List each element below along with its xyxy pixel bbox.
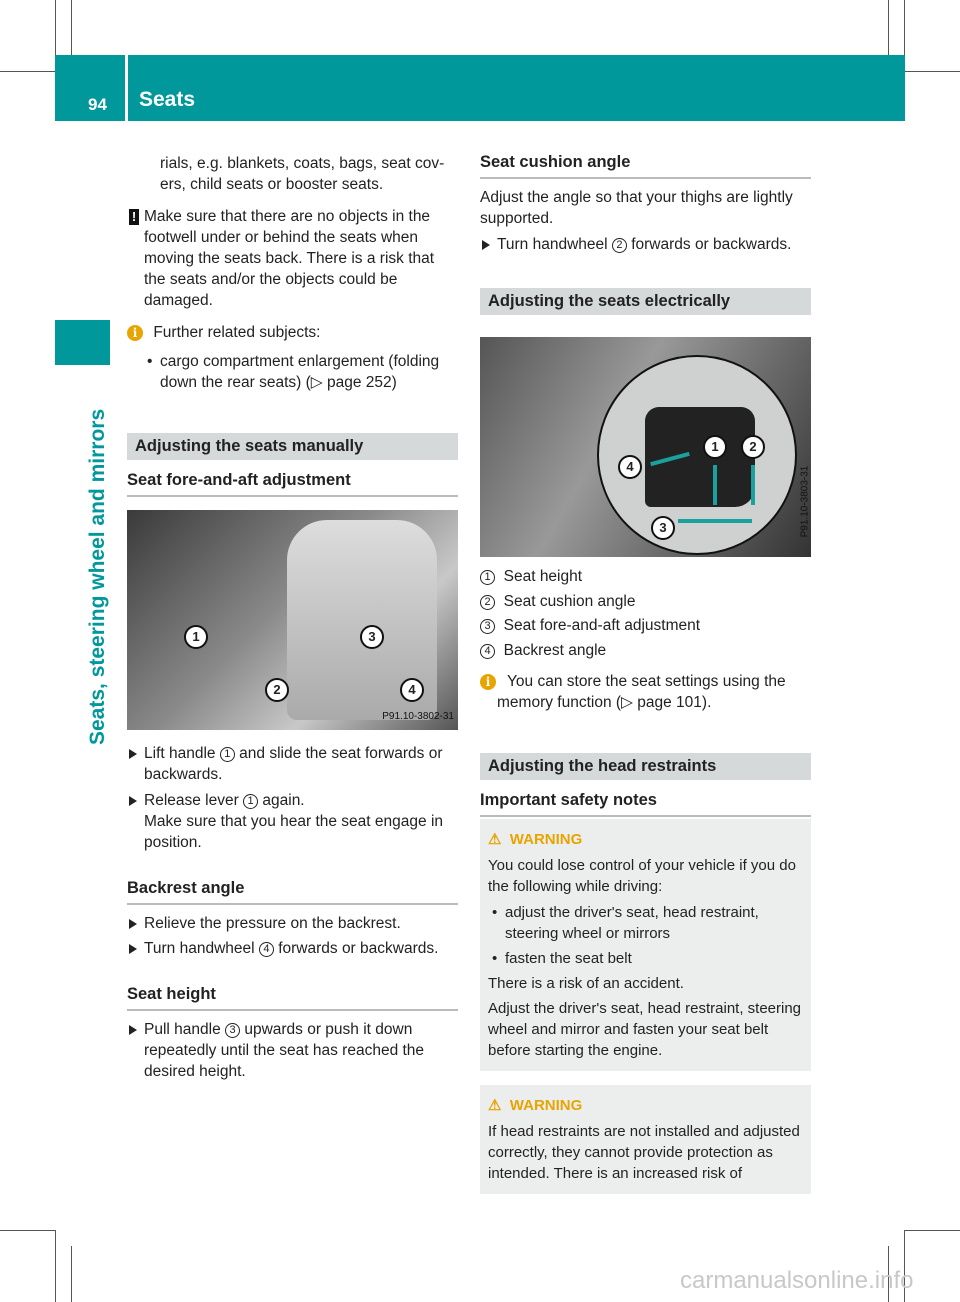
subsection-heading: Important safety notes (480, 790, 811, 817)
photo-code: P91.10-3802-31 (382, 711, 454, 722)
step-note: Make sure that you hear the seat engage in position. (144, 813, 444, 851)
subsection-heading: Seat height (127, 984, 458, 1011)
warning-text: There is a risk of an accident. (488, 975, 684, 992)
legend-item: 2 Seat cushion angle (480, 590, 811, 615)
arrow-fore-aft (678, 519, 752, 523)
callout-3: 3 (360, 625, 384, 649)
warning-text: If head restraints are not installed and adjusted correctly, they cannot provide protection as intended. There is an increased risk of (488, 1123, 800, 1182)
info-icon: i (480, 674, 496, 690)
photo-code: P91.10-3803-31 (799, 465, 811, 538)
watermark: carmanualsonline.info (680, 1267, 914, 1294)
left-column (127, 153, 458, 497)
number-circle: 4 (480, 644, 495, 659)
warning-item: • adjust the driver's seat, head restraint, steering wheel or mirrors (488, 902, 803, 944)
photo-legend (480, 565, 811, 663)
step: Turn handwheel 4 forwards or backwards. (127, 938, 458, 959)
number-circle: 3 (480, 619, 495, 634)
callout-2: 2 (741, 435, 765, 459)
caution-text: Make sure that there are no objects in the footwell under or behind the seats when moving the seats back. There is a risk that the seats and/or the objects could be damaged. (144, 208, 435, 309)
seat-switch (645, 407, 755, 507)
text-line: rials, e.g. blankets, coats, bags, seat cov- (160, 155, 445, 172)
number-circle: 4 (259, 942, 274, 957)
right-column-lower (480, 565, 811, 1194)
crop-mark (888, 0, 889, 55)
crop-mark (0, 1230, 55, 1231)
crop-mark (905, 71, 960, 72)
warning-label: ⚠ WARNING (488, 831, 583, 848)
subsection-heading: Seat cushion angle (480, 152, 811, 179)
crop-mark (0, 71, 55, 72)
crop-mark (71, 1246, 72, 1302)
memory-link[interactable]: You can store the seat settings using the memory function (▷ page 101). (497, 673, 786, 711)
header-band (128, 55, 905, 121)
warning-item: • fasten the seat belt (488, 948, 803, 969)
callout-4: 4 (400, 678, 424, 702)
step: Pull handle 3 upwards or push it down repeatedly until the seat has reached the desired height. (127, 1019, 458, 1082)
section-heading: Adjusting the head restraints (480, 753, 811, 780)
subsection-heading: Seat fore-and-aft adjustment (127, 470, 458, 497)
chapter-label: Seats, steering wheel and mirrors (86, 408, 109, 745)
intro-text (127, 153, 458, 195)
right-column (480, 152, 811, 315)
manual-seat-photo (127, 510, 458, 730)
related-info (127, 322, 458, 343)
step: Turn handwheel 2 forwards or backwards. (480, 234, 811, 255)
callout-1: 1 (703, 435, 727, 459)
legend-item: 1 Seat height (480, 565, 811, 590)
number-circle: 1 (243, 794, 258, 809)
warning-label: ⚠ WARNING (488, 1097, 583, 1114)
crop-mark (904, 0, 905, 55)
exclamation-icon: ! (129, 209, 139, 225)
legend-item: 3 Seat fore-and-aft adjustment (480, 614, 811, 639)
side-tab (55, 320, 110, 365)
warning-triangle-icon: ⚠ (488, 1097, 502, 1114)
section-heading: Adjusting the seats electrically (480, 288, 811, 315)
warning-triangle-icon: ⚠ (488, 831, 502, 848)
warning-box (480, 1085, 811, 1194)
callout-4: 4 (618, 455, 642, 479)
page-title: Seats (139, 88, 196, 111)
number-circle: 1 (220, 747, 235, 762)
crop-mark (905, 1230, 960, 1231)
callout-2: 2 (265, 678, 289, 702)
info-icon: i (127, 325, 143, 341)
cushion-text: Adjust the angle so that your thighs are lightly supported. (480, 189, 793, 227)
subsection-heading: Backrest angle (127, 878, 458, 905)
step: Lift handle 1 and slide the seat forwards or backwards. (127, 743, 458, 785)
callout-3: 3 (651, 516, 675, 540)
step: Release lever 1 again. (127, 790, 458, 811)
arrow-height (713, 465, 717, 505)
related-label: Further related subjects: (153, 324, 321, 341)
arrow-cushion (751, 465, 755, 505)
callout-1: 1 (184, 625, 208, 649)
crop-mark (55, 0, 56, 55)
text-line: ers, child seats or booster seats. (160, 176, 384, 193)
page-number: 94 (88, 95, 107, 114)
warning-text: Adjust the driver's seat, head restraint, steering wheel and mirror and fasten your seat belt before starting the engine. (488, 1000, 802, 1059)
warning-box (480, 819, 811, 1071)
step: Relieve the pressure on the backrest. (127, 913, 458, 934)
number-circle: 2 (612, 238, 627, 253)
caution-note (127, 206, 458, 311)
crop-mark (71, 0, 72, 55)
legend-item: 4 Backrest angle (480, 639, 811, 664)
electric-seat-photo (480, 337, 811, 557)
crop-mark (55, 1230, 56, 1302)
related-link[interactable]: • cargo compartment enlargement (folding down the rear seats) (▷ page 252) (127, 351, 458, 393)
number-circle: 1 (480, 570, 495, 585)
section-heading: Adjusting the seats manually (127, 433, 458, 460)
number-circle: 2 (480, 595, 495, 610)
warning-text: You could lose control of your vehicle if you do the following while driving: (488, 857, 796, 895)
left-column-lower (127, 743, 458, 1082)
number-circle: 3 (225, 1023, 240, 1038)
memory-info (480, 671, 811, 713)
